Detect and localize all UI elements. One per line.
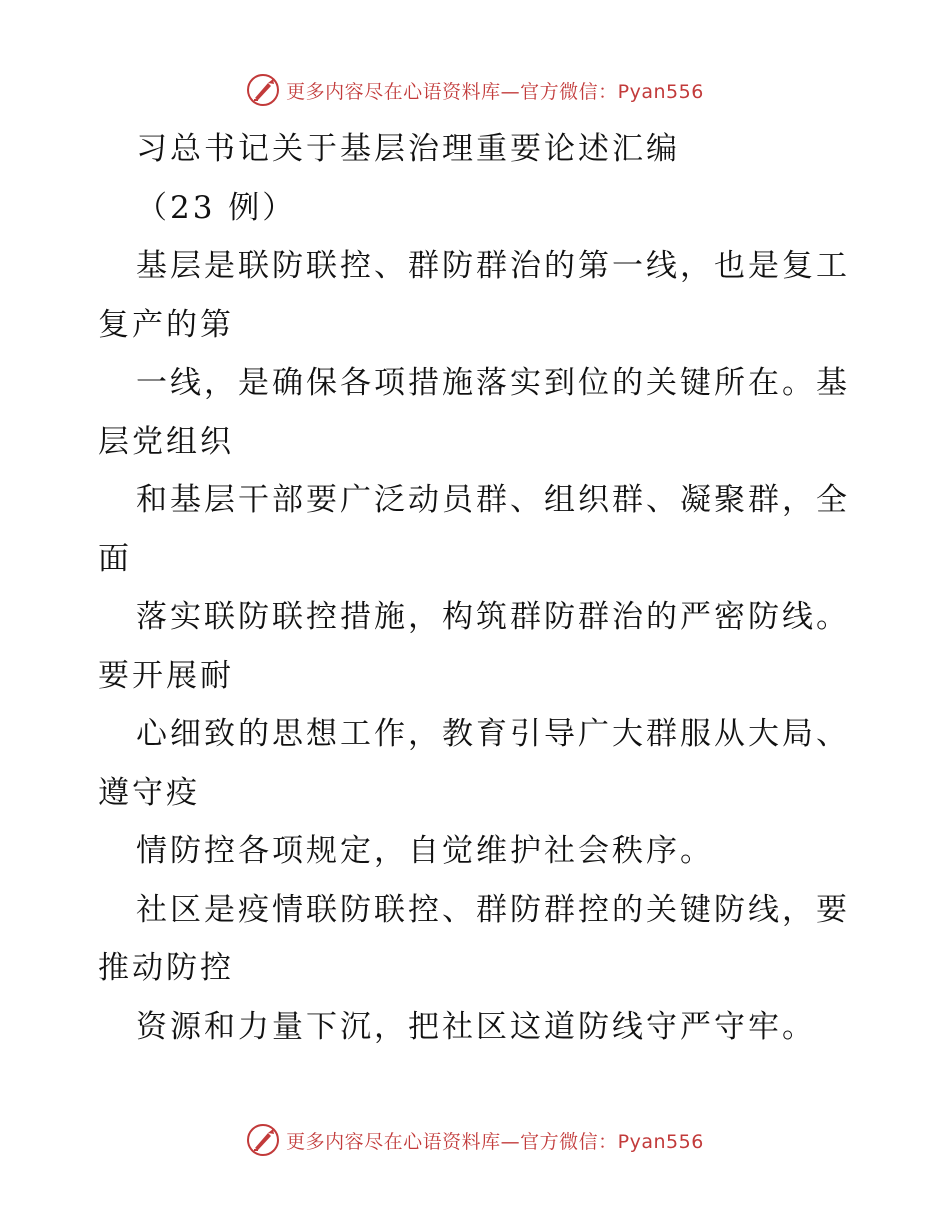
text-line: 心细致的思想工作，教育引导广大群服从大局、 bbox=[136, 716, 850, 752]
text-line: 社区是疫情联防联控、群防群控的关键防线，要 bbox=[136, 891, 850, 928]
text-line: 要开展耐 bbox=[98, 657, 234, 694]
header-watermark-banner bbox=[0, 70, 950, 110]
text-line: 落实联防联控措施，构筑群防群治的严密防线。 bbox=[136, 599, 850, 635]
watermark-text: 更多内容尽在心语资料库—官方微信：Pyan556 bbox=[286, 80, 704, 103]
text-line: 基层是联防联控、群防群治的第一线，也是复工 bbox=[136, 248, 850, 284]
text-line: 层党组织 bbox=[98, 423, 234, 460]
text-line: 情防控各项规定，自觉维护社会秩序。 bbox=[136, 833, 714, 869]
text-line: 和基层干部要广泛动员群、组织群、凝聚群，全 bbox=[136, 482, 850, 518]
document-body bbox=[98, 120, 858, 1056]
document-title: 习总书记关于基层治理重要论述汇编 bbox=[136, 131, 680, 167]
text-line: 一线，是确保各项措施落实到位的关键所在。基 bbox=[136, 365, 850, 401]
quill-pen-logo-icon bbox=[246, 73, 280, 107]
text-line: 遵守疫 bbox=[98, 774, 200, 811]
text-line: 资源和力量下沉，把社区这道防线守严守牢。 bbox=[136, 1008, 816, 1045]
footer-watermark-banner bbox=[0, 1120, 950, 1160]
text-line: 面 bbox=[98, 540, 132, 577]
document-subtitle: （23 例） bbox=[136, 189, 297, 226]
text-line: 推动防控 bbox=[98, 950, 234, 986]
text-line: 复产的第 bbox=[98, 306, 234, 343]
watermark-text: 更多内容尽在心语资料库—官方微信：Pyan556 bbox=[286, 1130, 704, 1153]
quill-pen-logo-icon bbox=[246, 1123, 280, 1157]
